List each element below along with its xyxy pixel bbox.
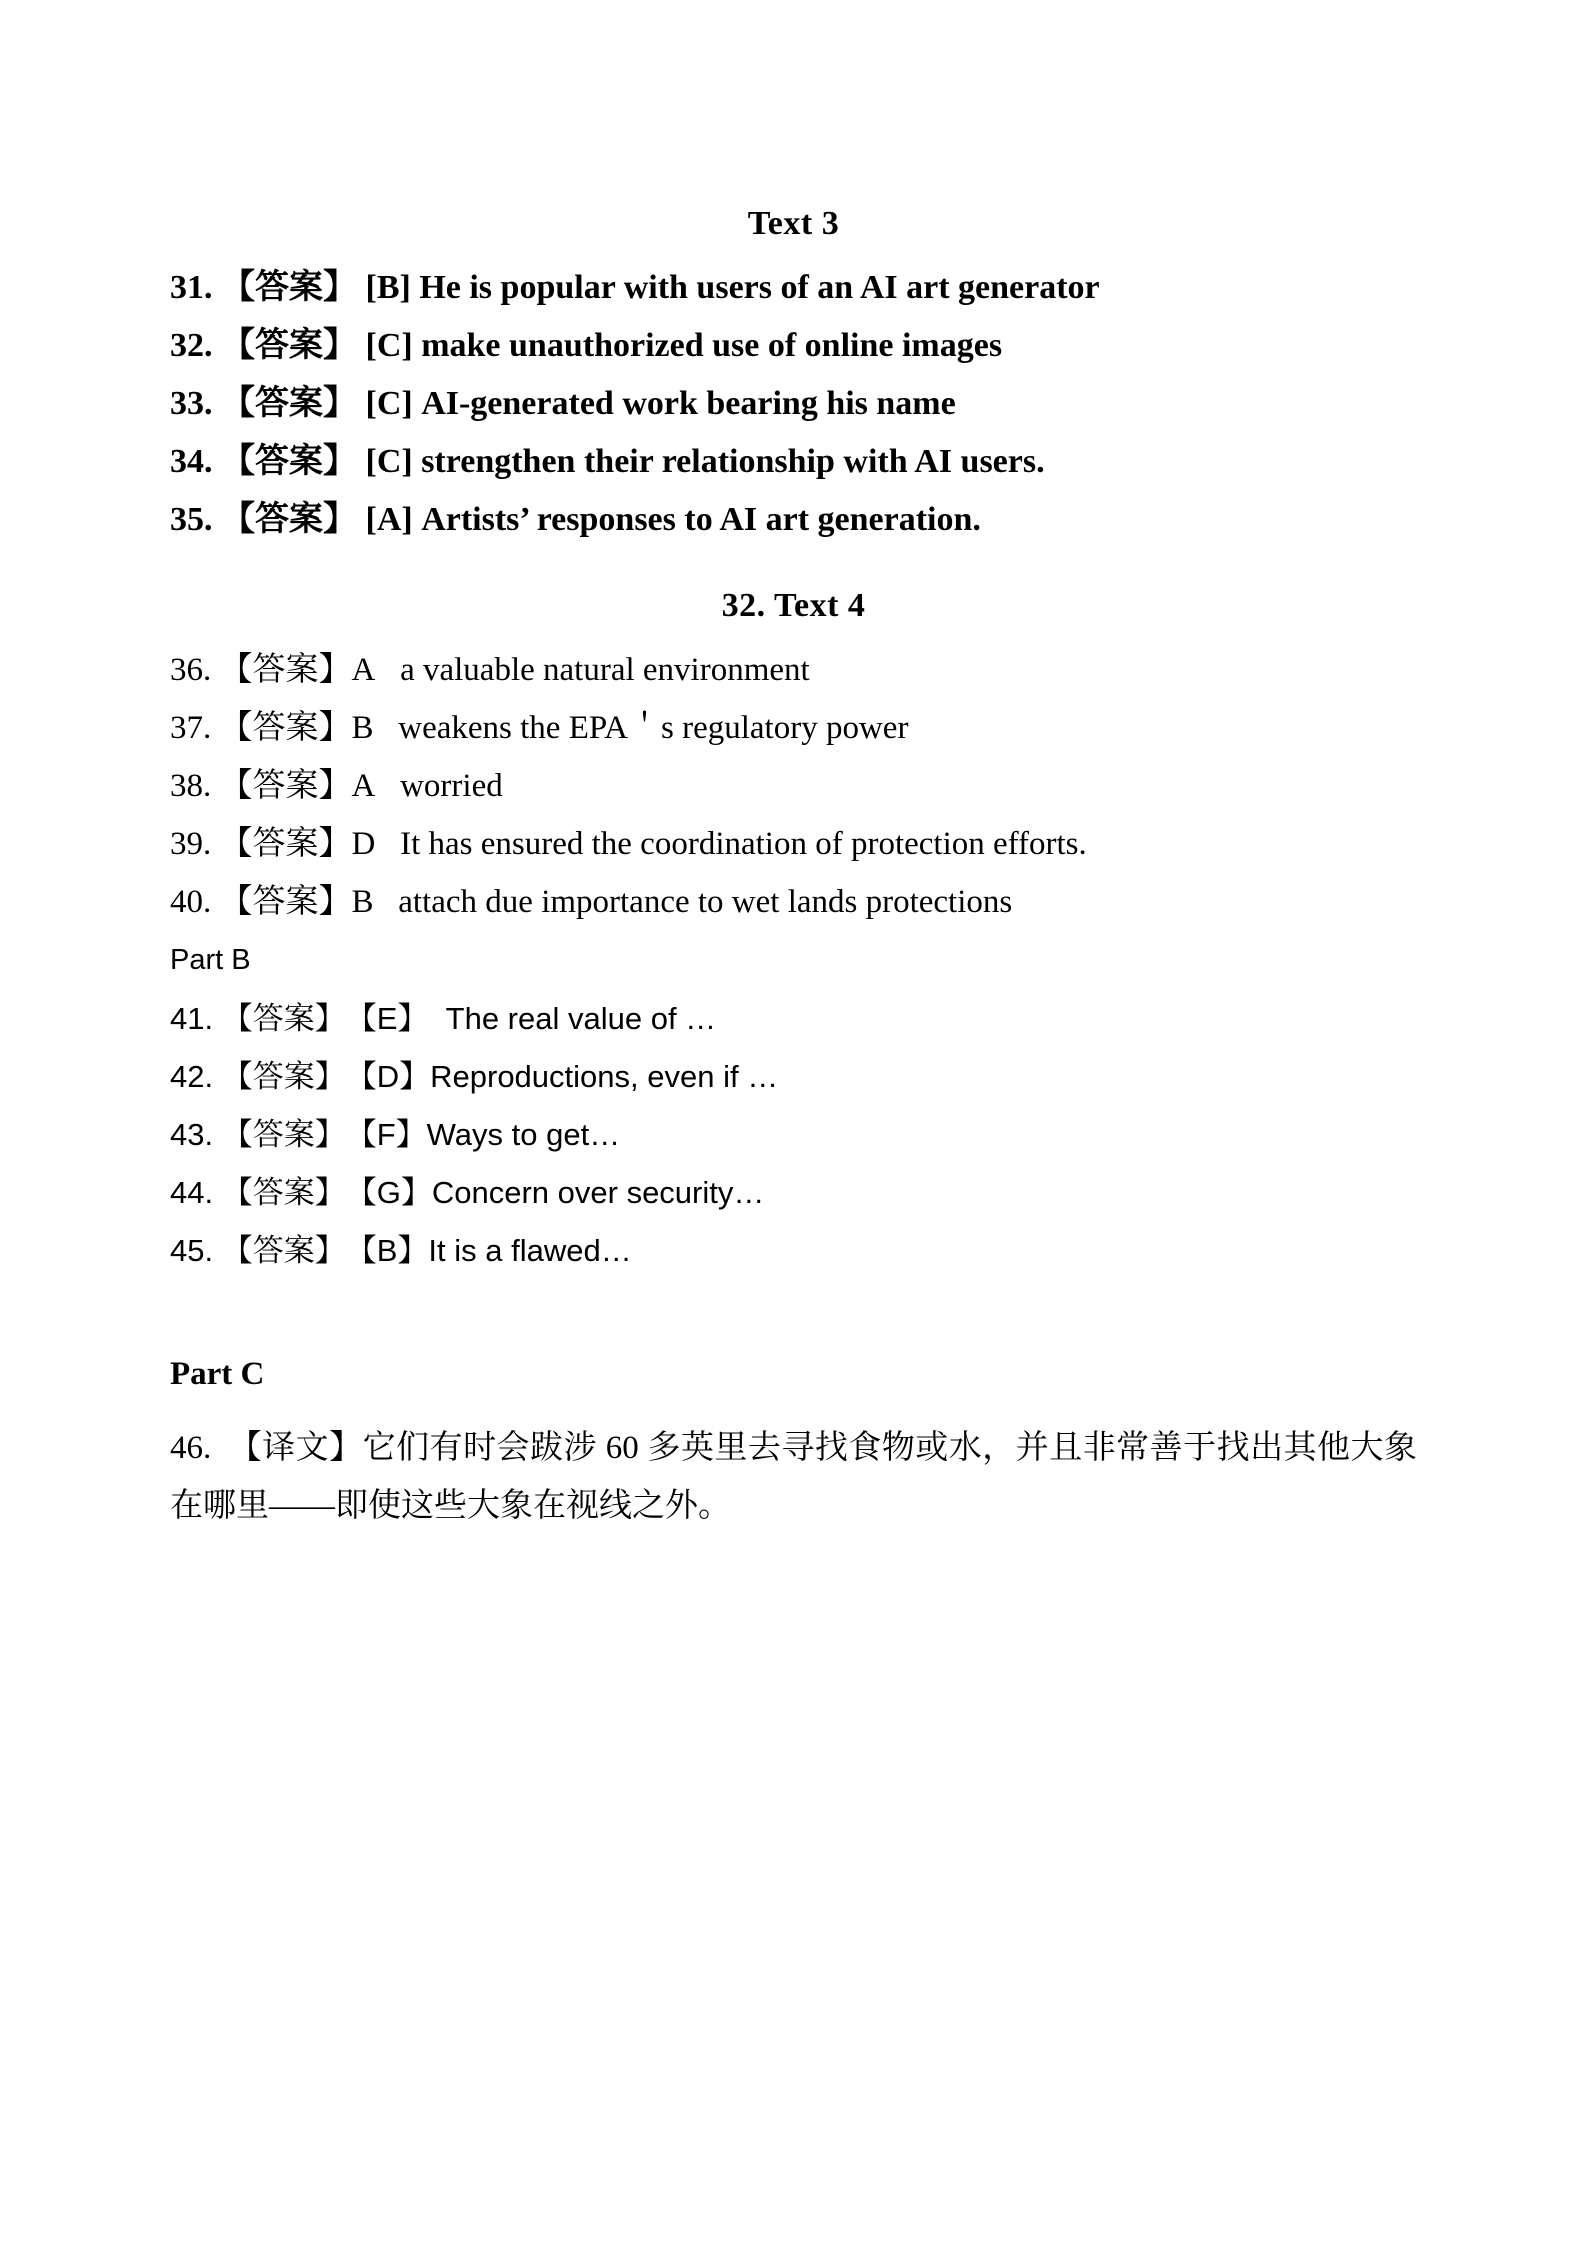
- answer-content: Reproductions, even if …: [430, 1058, 779, 1094]
- answer-number: 41.: [170, 1000, 214, 1036]
- section-label-part-b: Part B: [170, 943, 251, 976]
- answer-content: worried: [400, 767, 503, 804]
- spacer: [170, 1403, 1417, 1419]
- answer-row-38: [170, 757, 1417, 815]
- answer-tag: 【答案】: [221, 269, 357, 306]
- answer-content: weakens the EPA＇s regulatory power: [398, 709, 909, 746]
- answer-row-42: [170, 1047, 1417, 1105]
- answer-number: 38.: [170, 767, 212, 804]
- answer-content: The real value of …: [445, 1000, 717, 1036]
- translation-row-46: [170, 1419, 1417, 1535]
- answer-content: attach due importance to wet lands protections: [398, 883, 1013, 920]
- answer-number: 39.: [170, 825, 212, 862]
- answer-row-44: [170, 1163, 1417, 1221]
- answer-tag: 【答案】: [221, 327, 357, 364]
- answer-row-36: [170, 641, 1417, 699]
- answer-number: 42.: [170, 1058, 214, 1094]
- answer-number: 33.: [170, 385, 213, 422]
- answer-row-43: [170, 1105, 1417, 1163]
- answer-number: 45.: [170, 1232, 214, 1268]
- answer-choice: [C]: [365, 327, 413, 364]
- answer-row-34: [170, 433, 1417, 491]
- answer-row-33: [170, 375, 1417, 433]
- answer-choice: A: [351, 651, 376, 688]
- translation-tag: 【译文】: [228, 1430, 363, 1466]
- answer-choice: [C]: [365, 443, 413, 480]
- answer-number: 37.: [170, 709, 212, 746]
- answer-number: 40.: [170, 883, 212, 920]
- answer-number: 46.: [170, 1430, 212, 1466]
- answer-number: 34.: [170, 443, 213, 480]
- answer-row-41: [170, 989, 1417, 1047]
- answer-tag: 【答案】: [221, 443, 357, 480]
- answer-content: a valuable natural environment: [400, 651, 810, 688]
- answer-number: 44.: [170, 1174, 214, 1210]
- answer-tag: 【答案】: [221, 1174, 346, 1210]
- translation-content: 它们有时会跋涉 60 多英里去寻找食物或水，并且非常善于找出其他大象在哪里——即使这些大象在视线之外。: [170, 1430, 1418, 1524]
- answer-tag: 【答案】: [221, 385, 357, 422]
- answer-tag: 【答案】: [219, 709, 352, 746]
- answer-choice: B: [351, 883, 374, 920]
- answer-row-45: [170, 1221, 1417, 1279]
- answer-choice: 【E】: [345, 1000, 429, 1036]
- answer-tag: 【答案】: [221, 1058, 346, 1094]
- answer-content: It has ensured the coordination of protection efforts.: [400, 825, 1087, 862]
- answer-number: 32.: [170, 327, 213, 364]
- heading-text-4: 32. Text 4: [721, 587, 866, 624]
- answer-content: Artists’ responses to AI art generation.: [421, 501, 981, 538]
- answer-number: 35.: [170, 501, 213, 538]
- answer-choice: D: [351, 825, 376, 862]
- answer-row-35: [170, 491, 1417, 549]
- answer-choice: A: [351, 767, 376, 804]
- spacer: [170, 243, 1417, 259]
- answer-number: 31.: [170, 269, 213, 306]
- answer-choice: [B]: [365, 269, 411, 306]
- answer-row-40: [170, 873, 1417, 931]
- answer-choice: [A]: [365, 501, 413, 538]
- answer-number: 36.: [170, 651, 212, 688]
- answer-choice: 【G】: [345, 1174, 432, 1210]
- answer-content: AI-generated work bearing his name: [421, 385, 956, 422]
- answer-row-37: [170, 699, 1417, 757]
- heading-text-3: Text 3: [747, 205, 840, 242]
- answer-row-31: [170, 259, 1417, 317]
- answer-choice: [C]: [365, 385, 413, 422]
- answer-content: He is popular with users of an AI art generator: [419, 269, 1100, 306]
- answer-row-39: [170, 815, 1417, 873]
- answer-choice: 【B】: [345, 1232, 429, 1268]
- answer-row-32: [170, 317, 1417, 375]
- answer-content: It is a flawed…: [428, 1232, 632, 1268]
- spacer: [170, 625, 1417, 641]
- answer-number: 43.: [170, 1116, 214, 1152]
- answer-tag: 【答案】: [219, 767, 352, 804]
- answer-content: Concern over security…: [431, 1174, 765, 1210]
- answer-choice: B: [351, 709, 374, 746]
- section-label-part-c: Part C: [170, 1355, 265, 1392]
- spacer: [170, 1279, 1417, 1345]
- answer-choice: 【D】: [345, 1058, 431, 1094]
- answer-tag: 【答案】: [221, 1116, 346, 1152]
- answer-content: make unauthorized use of online images: [421, 327, 1003, 364]
- answer-tag: 【答案】: [219, 825, 352, 862]
- answer-tag: 【答案】: [219, 651, 352, 688]
- answer-tag: 【答案】: [221, 501, 357, 538]
- answer-choice: 【F】: [345, 1116, 427, 1152]
- answer-tag: 【答案】: [221, 1000, 346, 1036]
- answer-content: Ways to get…: [426, 1116, 621, 1152]
- answer-tag: 【答案】: [221, 1232, 346, 1268]
- answer-tag: 【答案】: [219, 883, 352, 920]
- answer-content: strengthen their relationship with AI users.: [421, 443, 1045, 480]
